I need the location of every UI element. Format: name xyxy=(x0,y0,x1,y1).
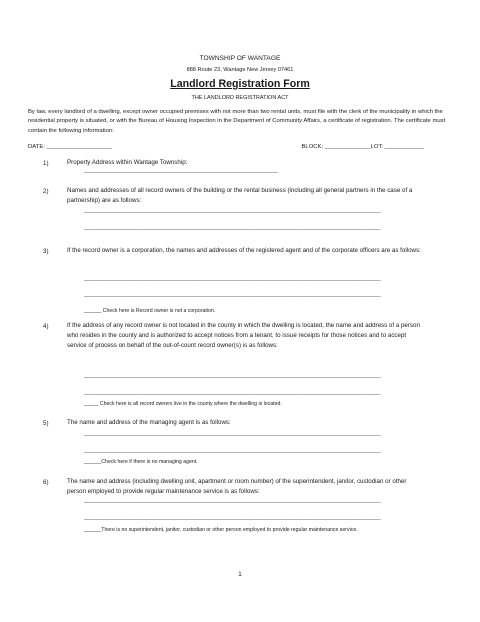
item-6-blank-line-2[interactable]: __________________________________________________________________________________________________ xyxy=(84,515,381,521)
item-4-text: If the address of any record owner is not located in the county in which the dwelling is located, the name and address of a person who resides in the county and is authorized to accept notices from a tenant, to issue receipts for those notices and to accept service of process on behalf of the out-of-count record owner(s) is as follows: xyxy=(67,322,420,349)
item-3-blank-line-1[interactable]: __________________________________________________________________________________________________ xyxy=(84,276,381,282)
item-3-text: If the record owner is a corporation, the names and addresses of the registered agent and of the corporate officers are as follows: xyxy=(67,247,421,254)
form-subtitle: THE LANDLORD REGISTRATION ACT xyxy=(191,95,289,101)
item-2-blank-line-1[interactable]: __________________________________________________________________________________________________ xyxy=(84,208,381,214)
item-2-blank-line-2[interactable]: __________________________________________________________________________________________________ xyxy=(84,225,381,231)
township-address: 888 Route 23, Wantage New Jersey 07461 xyxy=(186,67,294,73)
item-5-number: 5) xyxy=(43,420,49,427)
item-6-text: The name and address (including dwelling unit, apartment or room number) of the superintendent, janitor, custodian or other person employed to provide regular maintenance service is as follows: xyxy=(67,478,407,495)
intro-paragraph: By law, every landlord of a dwelling, except owner occupied premises with not more than two rental units, must file with the clerk of the municipality in which the residential property is situated, or with the Bureau of Housing Inspection in the Department of Community Affairs, a certificate of registration. The certificate must contain the following information: xyxy=(28,109,446,134)
item-3-blank-line-2[interactable]: __________________________________________________________________________________________________ xyxy=(84,292,381,298)
item-5-checkbox-line[interactable]: ______Check here if there is no managing agent. xyxy=(84,459,198,465)
item-5-text: The name and address of the managing agent is as follows: xyxy=(67,419,231,426)
item-5-blank-line-2[interactable]: __________________________________________________________________________________________________ xyxy=(84,448,381,454)
item-2-text: Names and addresses of all record owners of the building or the rental business (including all general partners in the case of a partnership) are as follows: xyxy=(67,187,413,204)
item-3-number: 3) xyxy=(43,248,49,255)
item-3-checkbox-line[interactable]: ______ Check here is Record owner is not a corporation. xyxy=(84,308,216,314)
township-name: TOWNSHIP OF WANTAGE xyxy=(199,55,281,62)
page-number: 1 xyxy=(238,571,242,578)
item-4-checkbox-line[interactable]: _____ Check here is all record owners live in the county where the dwelling is located. xyxy=(84,401,282,407)
item-4-blank-line-2[interactable]: __________________________________________________________________________________________________ xyxy=(84,390,381,396)
form-title: Landlord Registration Form xyxy=(170,78,310,90)
block-lot-field[interactable]: BLOCK: ______________LOT: ____________ xyxy=(301,144,424,150)
item-4-number: 4) xyxy=(43,323,49,330)
item-4-blank-line-1[interactable]: __________________________________________________________________________________________________ xyxy=(84,373,381,379)
item-1-blank-line[interactable]: ________________________________________________________________ xyxy=(84,168,278,174)
item-6-checkbox-line[interactable]: ______There is no superintendent, janitor, custodian or other person employed to provide regular maintenance service. xyxy=(84,527,358,533)
date-block-lot-row xyxy=(28,144,424,150)
item-5-blank-line-1[interactable]: __________________________________________________________________________________________________ xyxy=(84,431,381,437)
date-field[interactable]: DATE: ____________________ xyxy=(28,144,113,150)
item-2-number: 2) xyxy=(43,188,49,195)
item-6-blank-line-1[interactable]: __________________________________________________________________________________________________ xyxy=(84,498,381,504)
item-1-text: Property Address within Wantage Township: xyxy=(67,159,188,166)
item-1-number: 1) xyxy=(43,160,49,167)
item-6-number: 6) xyxy=(43,479,49,486)
